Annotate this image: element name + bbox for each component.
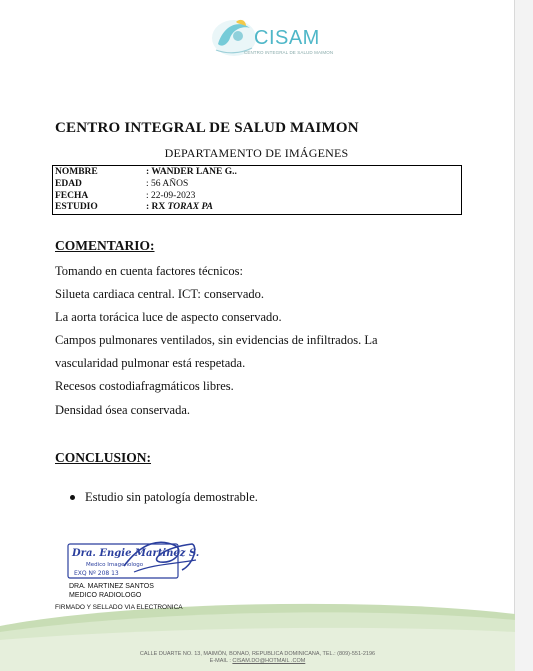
- comment-heading: COMENTARIO:: [55, 238, 155, 253]
- comment-line: Densidad ósea conservada.: [55, 403, 191, 417]
- name-label: NOMBRE: [55, 167, 98, 177]
- patient-info-box: [52, 165, 462, 215]
- comment-line: Recesos costodiafragmáticos libres.: [55, 379, 234, 393]
- signed-note: FIRMADO Y SELLADO VIA ELECTRONICA: [55, 604, 183, 611]
- study-value: [146, 202, 213, 212]
- footer-address: CALLE DUARTE NO. 13, MAIMÓN, BONAO, REPUBLICA DOMINICANA, TEL.: (809)-551-2196: [139, 651, 376, 657]
- email-label: E-MAIL :: [209, 658, 233, 664]
- date-label: FECHA: [55, 191, 89, 201]
- comment-line: Silueta cardiaca central. ICT: conservado.: [55, 287, 265, 301]
- doctor-block: [69, 582, 154, 600]
- conclusion-heading: CONCLUSION:: [55, 450, 152, 465]
- study-label: ESTUDIO: [55, 202, 98, 212]
- cisam-logo: [210, 14, 334, 60]
- age-label: EDAD: [55, 179, 82, 189]
- conclusion-text: Estudio sin patología demostrable.: [85, 490, 258, 504]
- comment-line: Campos pulmonares ventilados, sin evidencias de infiltrados. La: [55, 333, 378, 347]
- name-value: : WANDER LANE G..: [146, 167, 237, 177]
- logo-subtitle: CENTRO INTEGRAL DE SALUD MAIMON: [244, 50, 334, 55]
- comment-line: Tomando en cuenta factores técnicos:: [55, 264, 243, 278]
- logo-wordmark: CISAM: [254, 27, 320, 49]
- department-name: DEPARTAMENTO DE IMÁGENES: [164, 146, 349, 160]
- date-value: : 22-09-2023: [146, 191, 196, 201]
- report-title: CENTRO INTEGRAL DE SALUD MAIMON: [55, 120, 359, 136]
- stamp-name: Dra. Engie Martinez S.: [72, 548, 200, 559]
- study-type: TORAX PA: [167, 202, 213, 212]
- comment-line: La aorta torácica luce de aspecto conservado.: [55, 310, 282, 324]
- conclusion-item: [70, 490, 258, 505]
- bullet-icon: [70, 495, 75, 500]
- age-value: : 56 AÑOS: [146, 179, 189, 189]
- stamp-role: Medico Imagenologo: [86, 562, 144, 568]
- study-prefix: : RX: [146, 202, 168, 212]
- signature-stamp: [64, 534, 204, 582]
- doctor-title: MEDICO RADIOLOGO: [69, 592, 142, 599]
- comment-line: vascularidad pulmonar está respetada.: [55, 356, 246, 370]
- email-link[interactable]: CISAM.DO@HOTMAIL .COM: [232, 658, 306, 664]
- page-gutter: [514, 0, 533, 671]
- doctor-name: DRA. MARTINEZ SANTOS: [69, 583, 154, 590]
- stamp-id: EXQ Nº 208 13: [74, 570, 119, 577]
- footer-email-line: [0, 658, 515, 664]
